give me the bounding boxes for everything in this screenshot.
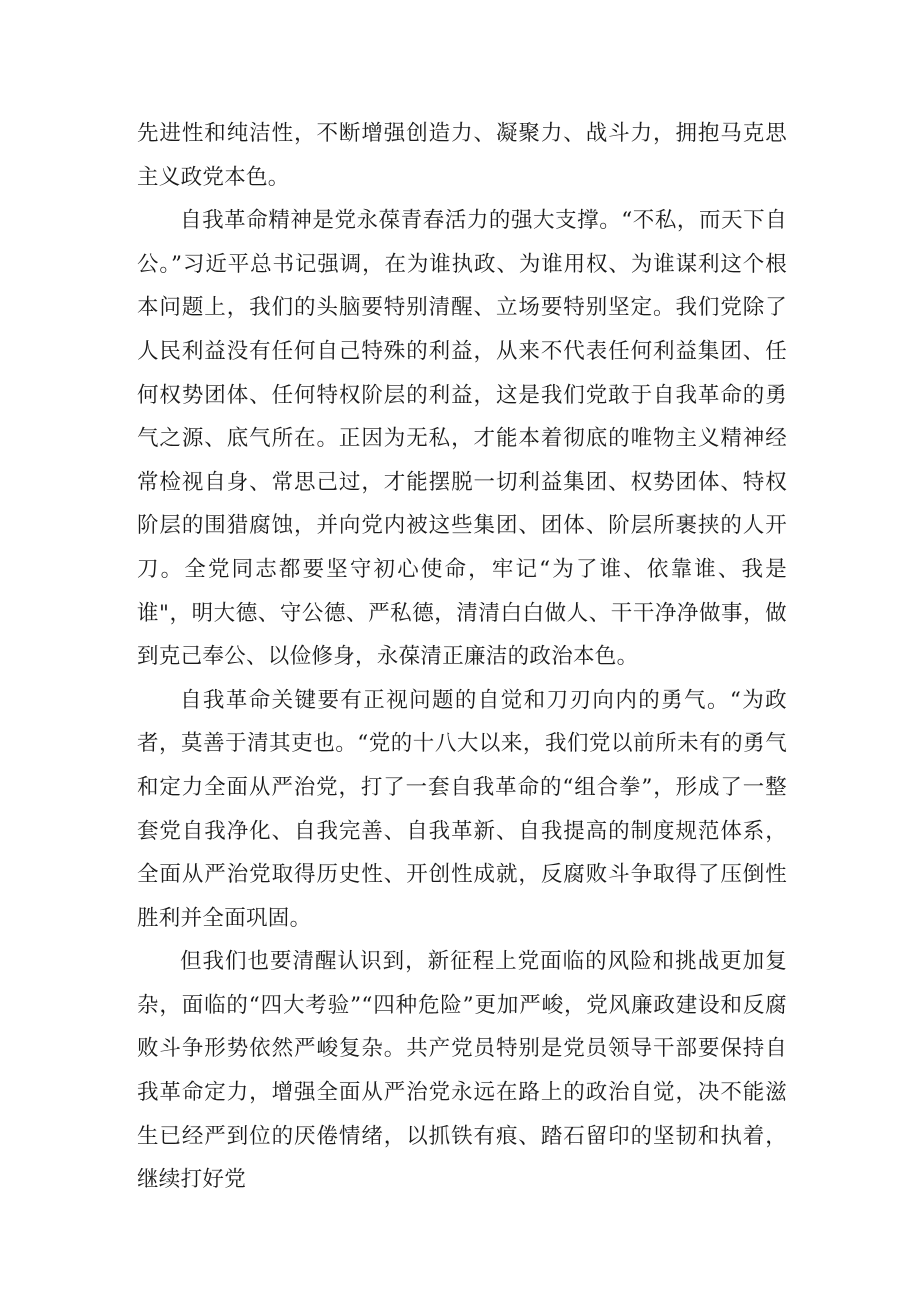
document-body bbox=[137, 112, 787, 1202]
paragraph-3: 自我革命关键要有正视问题的自觉和刀刃向内的勇气。“为政者，莫善于清其吏也。“党的十八大以来，我们党以前所未有的勇气和定力全面从严治党，打了一套自我革命的“组合拳”，形成了一整套党自我净化、自我完善、自我革新、自我提高的制度规范体系，全面从严治党取得历史性、开创性成就，反腐败斗争取得了压倒性胜利并全面巩固。 bbox=[137, 687, 787, 931]
paragraph-2: 自我革命精神是党永葆青春活力的强大支撑。“不私，而天下自公。”习近平总书记强调，在为谁执政、为谁用权、为谁谋利这个根本问题上，我们的头脑要特别清醒、立场要特别坚定。我们党除了人民利益没有任何自己特殊的利益，从来不代表任何利益集团、任何权势团体、任何特权阶层的利益，这是我们党敢于自我革命的勇气之源、底气所在。正因为无私，才能本着彻底的唯物主义精神经常检视自身、常思己过，才能摆脱一切利益集团、权势团体、特权阶层的围猎腐蚀，并向党内被这些集团、团体、阶层所裹挟的人开刀。全党同志都要坚守初心使命，牢记“为了谁、依靠谁、我是谁"，明大德、守公德、严私德，清清白白做人、干干净净做事，做到克己奉公、以俭修身，永葆清正廉洁的政治本色。 bbox=[137, 208, 787, 670]
paragraph-4: 但我们也要清醒认识到，新征程上党面临的风险和挑战更加复杂，面临的“四大考验”“四种危险”更加严峻，党风廉政建设和反腐败斗争形势依然严峻复杂。共产党员特别是党员领导干部要保持自我革命定力，增强全面从严治党永远在路上的政治自觉，决不能滋生已经严到位的厌倦情绪，以抓铁有痕、踏石留印的坚韧和执着，继续打好党 bbox=[137, 949, 787, 1193]
paragraph-1: 先进性和纯洁性，不断增强创造力、凝聚力、战斗力，拥抱马克思主义政党本色。 bbox=[137, 121, 787, 190]
